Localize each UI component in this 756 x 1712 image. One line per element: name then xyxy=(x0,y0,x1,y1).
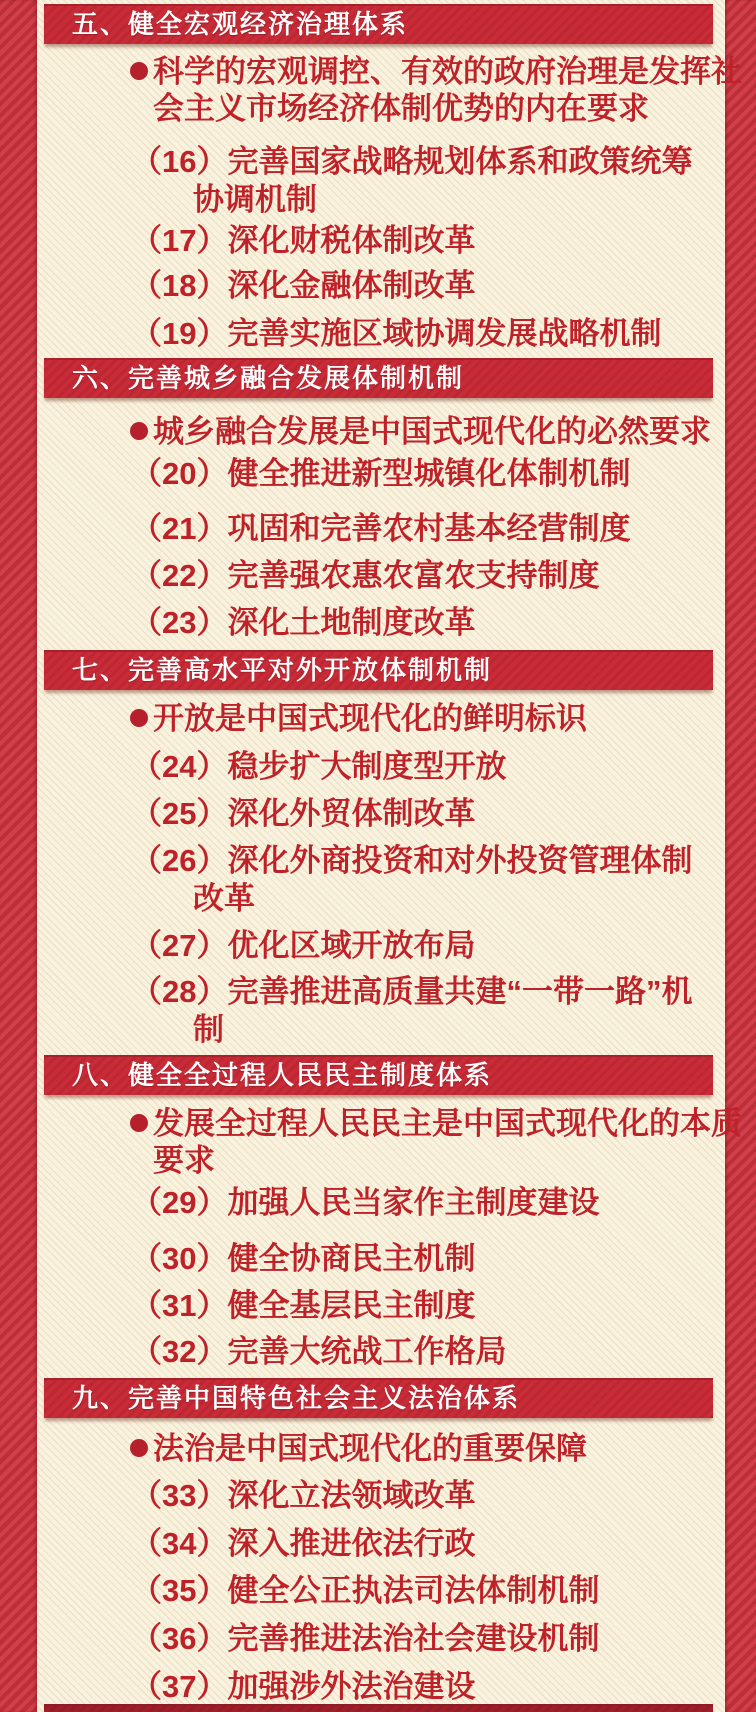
section-header-bar-8 xyxy=(44,1055,713,1095)
section-header-bar-9 xyxy=(44,1378,713,1418)
item-31: （31）健全基层民主制度 xyxy=(131,1288,476,1323)
item-26: （26）深化外商投资和对外投资管理体制改革 xyxy=(131,843,693,916)
lead-text: 发展全过程人民民主是中国式现代化的本质要求 xyxy=(153,1106,742,1178)
item-24: （24）稳步扩大制度型开放 xyxy=(131,749,507,784)
bullet-icon xyxy=(130,1114,148,1132)
section-header-bar-7 xyxy=(44,650,713,690)
section-title: 七、完善高水平对外开放体制机制 xyxy=(72,655,493,685)
item-33: （33）深化立法领域改革 xyxy=(131,1478,476,1513)
item-17: （17）深化财税体制改革 xyxy=(131,223,476,258)
section-title: 六、完善城乡融合发展体制机制 xyxy=(72,363,465,393)
bullet-icon xyxy=(130,62,148,80)
bullet-icon xyxy=(130,709,148,727)
item-29: （29）加强人民当家作主制度建设 xyxy=(131,1185,600,1220)
item-32: （32）完善大统战工作格局 xyxy=(131,1334,507,1369)
item-37: （37）加强涉外法治建设 xyxy=(131,1669,476,1704)
section-lead xyxy=(130,413,743,450)
item-36: （36）完善推进法治社会建设机制 xyxy=(131,1621,600,1656)
item-34: （34）深入推进依法行政 xyxy=(131,1526,476,1561)
section-title: 八、健全全过程人民民主制度体系 xyxy=(72,1060,493,1090)
bullet-icon xyxy=(130,422,148,440)
section-header-bar-6 xyxy=(44,358,713,398)
item-27: （27）优化区域开放布局 xyxy=(131,928,476,963)
section-lead xyxy=(130,1105,743,1179)
section-lead xyxy=(130,1430,743,1467)
item-23: （23）深化土地制度改革 xyxy=(131,605,476,640)
lead-text: 开放是中国式现代化的鲜明标识 xyxy=(153,701,587,736)
section-lead xyxy=(130,700,743,737)
section-title: 五、健全宏观经济治理体系 xyxy=(72,9,409,39)
lead-text: 科学的宏观调控、有效的政府治理是发挥社会主义市场经济体制优势的内在要求 xyxy=(153,54,742,126)
item-25: （25）深化外贸体制改革 xyxy=(131,796,476,831)
section-header-bar-5 xyxy=(44,4,713,44)
section-title: 九、完善中国特色社会主义法治体系 xyxy=(72,1383,521,1413)
item-21: （21）巩固和完善农村基本经营制度 xyxy=(131,511,631,546)
lead-text: 法治是中国式现代化的重要保障 xyxy=(153,1431,587,1466)
next-section-header-partial xyxy=(44,1704,713,1712)
item-19: （19）完善实施区域协调发展战略机制 xyxy=(131,316,662,351)
bullet-icon xyxy=(130,1439,148,1457)
item-20: （20）健全推进新型城镇化体制机制 xyxy=(131,456,631,491)
left-border-decoration xyxy=(0,0,37,1712)
item-28: （28）完善推进高质量共建“一带一路”机制 xyxy=(131,974,693,1047)
item-22: （22）完善强农惠农富农支持制度 xyxy=(131,558,600,593)
item-35: （35）健全公正执法司法体制机制 xyxy=(131,1573,600,1608)
item-30: （30）健全协商民主机制 xyxy=(131,1241,476,1276)
lead-text: 城乡融合发展是中国式现代化的必然要求 xyxy=(153,414,711,449)
section-lead xyxy=(130,53,743,127)
item-18: （18）深化金融体制改革 xyxy=(131,268,476,303)
item-16: （16）完善国家战略规划体系和政策统筹协调机制 xyxy=(131,144,693,217)
